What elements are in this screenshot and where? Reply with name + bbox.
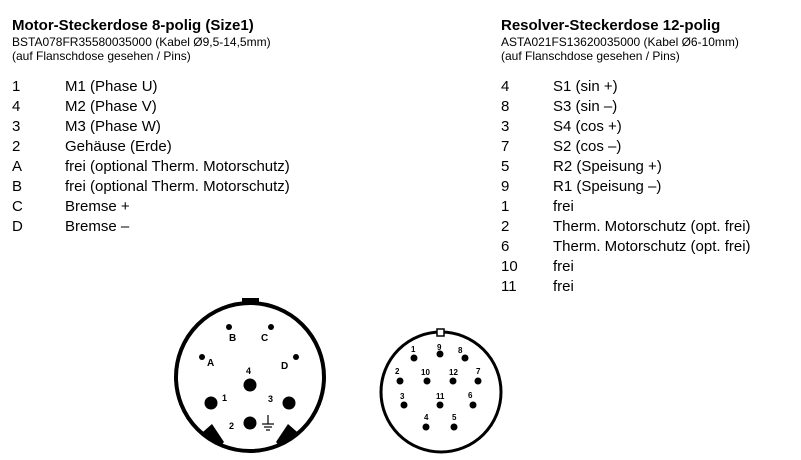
resolver-title: Resolver-Steckerdose 12-polig <box>501 17 721 34</box>
motor-pin-2-contact <box>244 417 257 430</box>
resolver-label-9: 9 <box>437 343 442 352</box>
motor-part-number: BSTA078FR35580035000 (Kabel Ø9,5-14,5mm) <box>12 35 271 49</box>
resolver-label-7: 7 <box>476 367 481 376</box>
motor-label-1: 1 <box>222 393 228 403</box>
motor-coding-key <box>242 298 259 304</box>
pin-number: 10 <box>501 258 518 275</box>
resolver-label-11: 11 <box>436 392 445 401</box>
pin-number: 7 <box>501 138 510 155</box>
resolver-connector-diagram <box>381 329 501 452</box>
pin-description: frei <box>553 198 574 215</box>
pin-number: 6 <box>501 238 510 255</box>
pin-description: frei <box>553 278 574 295</box>
pin-number: C <box>12 198 23 215</box>
resolver-pin-4-contact <box>423 424 430 431</box>
motor-pin-3-contact <box>283 397 296 410</box>
pin-description: Gehäuse (Erde) <box>65 138 172 155</box>
pin-description: S4 (cos +) <box>553 118 622 135</box>
pin-description: R2 (Speisung +) <box>553 158 662 175</box>
ground-icon <box>262 415 274 430</box>
pin-number: 3 <box>12 118 21 135</box>
resolver-label-5: 5 <box>452 413 457 422</box>
resolver-label-1: 1 <box>411 345 416 354</box>
motor-label-d: D <box>281 361 289 372</box>
motor-view-note: (auf Flanschdose gesehen / Pins) <box>12 49 191 63</box>
pin-number: 9 <box>501 178 510 195</box>
pin-description: Bremse + <box>65 198 130 215</box>
resolver-label-12: 12 <box>449 368 458 377</box>
motor-pin-4-contact <box>244 379 257 392</box>
pin-number: B <box>12 178 23 195</box>
resolver-pin-3-contact <box>401 402 408 409</box>
motor-label-2: 2 <box>229 421 235 431</box>
pin-number: 1 <box>501 198 510 215</box>
motor-label-c: C <box>261 333 269 344</box>
pin-description: frei (optional Therm. Motorschutz) <box>65 158 290 175</box>
resolver-pin-11-contact <box>437 402 444 409</box>
resolver-pin-10-contact <box>424 378 431 385</box>
motor-label-3: 3 <box>268 394 274 404</box>
resolver-pin-8-contact <box>462 355 469 362</box>
resolver-coding-key <box>437 329 444 336</box>
motor-pin-1-contact <box>205 397 218 410</box>
pin-number: D <box>12 218 23 235</box>
pin-number: 4 <box>501 78 510 95</box>
resolver-label-6: 6 <box>468 391 473 400</box>
resolver-label-4: 4 <box>424 413 429 422</box>
resolver-label-2: 2 <box>395 367 400 376</box>
pin-number: 8 <box>501 98 510 115</box>
pin-description: S1 (sin +) <box>553 78 618 95</box>
resolver-label-10: 10 <box>421 368 430 377</box>
pin-number: 11 <box>501 278 517 295</box>
pin-number: 3 <box>501 118 510 135</box>
pin-number: A <box>12 158 23 175</box>
resolver-pin-5-contact <box>451 424 458 431</box>
pin-description: Bremse – <box>65 218 130 235</box>
pin-description: frei (optional Therm. Motorschutz) <box>65 178 290 195</box>
resolver-pin-6-contact <box>470 402 477 409</box>
motor-connector-diagram <box>176 298 324 456</box>
pin-description: Therm. Motorschutz (opt. frei) <box>553 238 751 255</box>
resolver-pin-7-contact <box>475 378 482 385</box>
motor-label-a: A <box>207 358 215 369</box>
pin-description: R1 (Speisung –) <box>553 178 662 195</box>
pin-description: S2 (cos –) <box>553 138 622 155</box>
resolver-part-number: ASTA021FS13620035000 (Kabel Ø6-10mm) <box>501 35 739 49</box>
pin-number: 4 <box>12 98 21 115</box>
motor-title: Motor-Steckerdose 8-polig (Size1) <box>12 17 254 34</box>
resolver-pin-1-contact <box>411 355 418 362</box>
motor-label-4: 4 <box>246 366 252 376</box>
pin-number: 5 <box>501 158 510 175</box>
motor-pin-a-contact <box>199 354 205 360</box>
resolver-view-note: (auf Flanschdose gesehen / Pins) <box>501 49 680 63</box>
motor-label-b: B <box>229 333 237 344</box>
pin-description: Therm. Motorschutz (opt. frei) <box>553 218 751 235</box>
pin-number: 2 <box>501 218 510 235</box>
pin-description: frei <box>553 258 574 275</box>
pin-description: M1 (Phase U) <box>65 78 158 95</box>
pin-number: 2 <box>12 138 21 155</box>
motor-pin-c-contact <box>268 324 274 330</box>
motor-pin-d-contact <box>293 354 299 360</box>
pin-description: S3 (sin –) <box>553 98 618 115</box>
resolver-pin-2-contact <box>397 378 404 385</box>
resolver-label-8: 8 <box>458 346 463 355</box>
pin-description: M3 (Phase W) <box>65 118 161 135</box>
pin-description: M2 (Phase V) <box>65 98 157 115</box>
resolver-label-3: 3 <box>400 392 405 401</box>
pin-number: 1 <box>12 78 21 95</box>
resolver-pin-12-contact <box>450 378 457 385</box>
motor-pin-b-contact <box>226 324 232 330</box>
